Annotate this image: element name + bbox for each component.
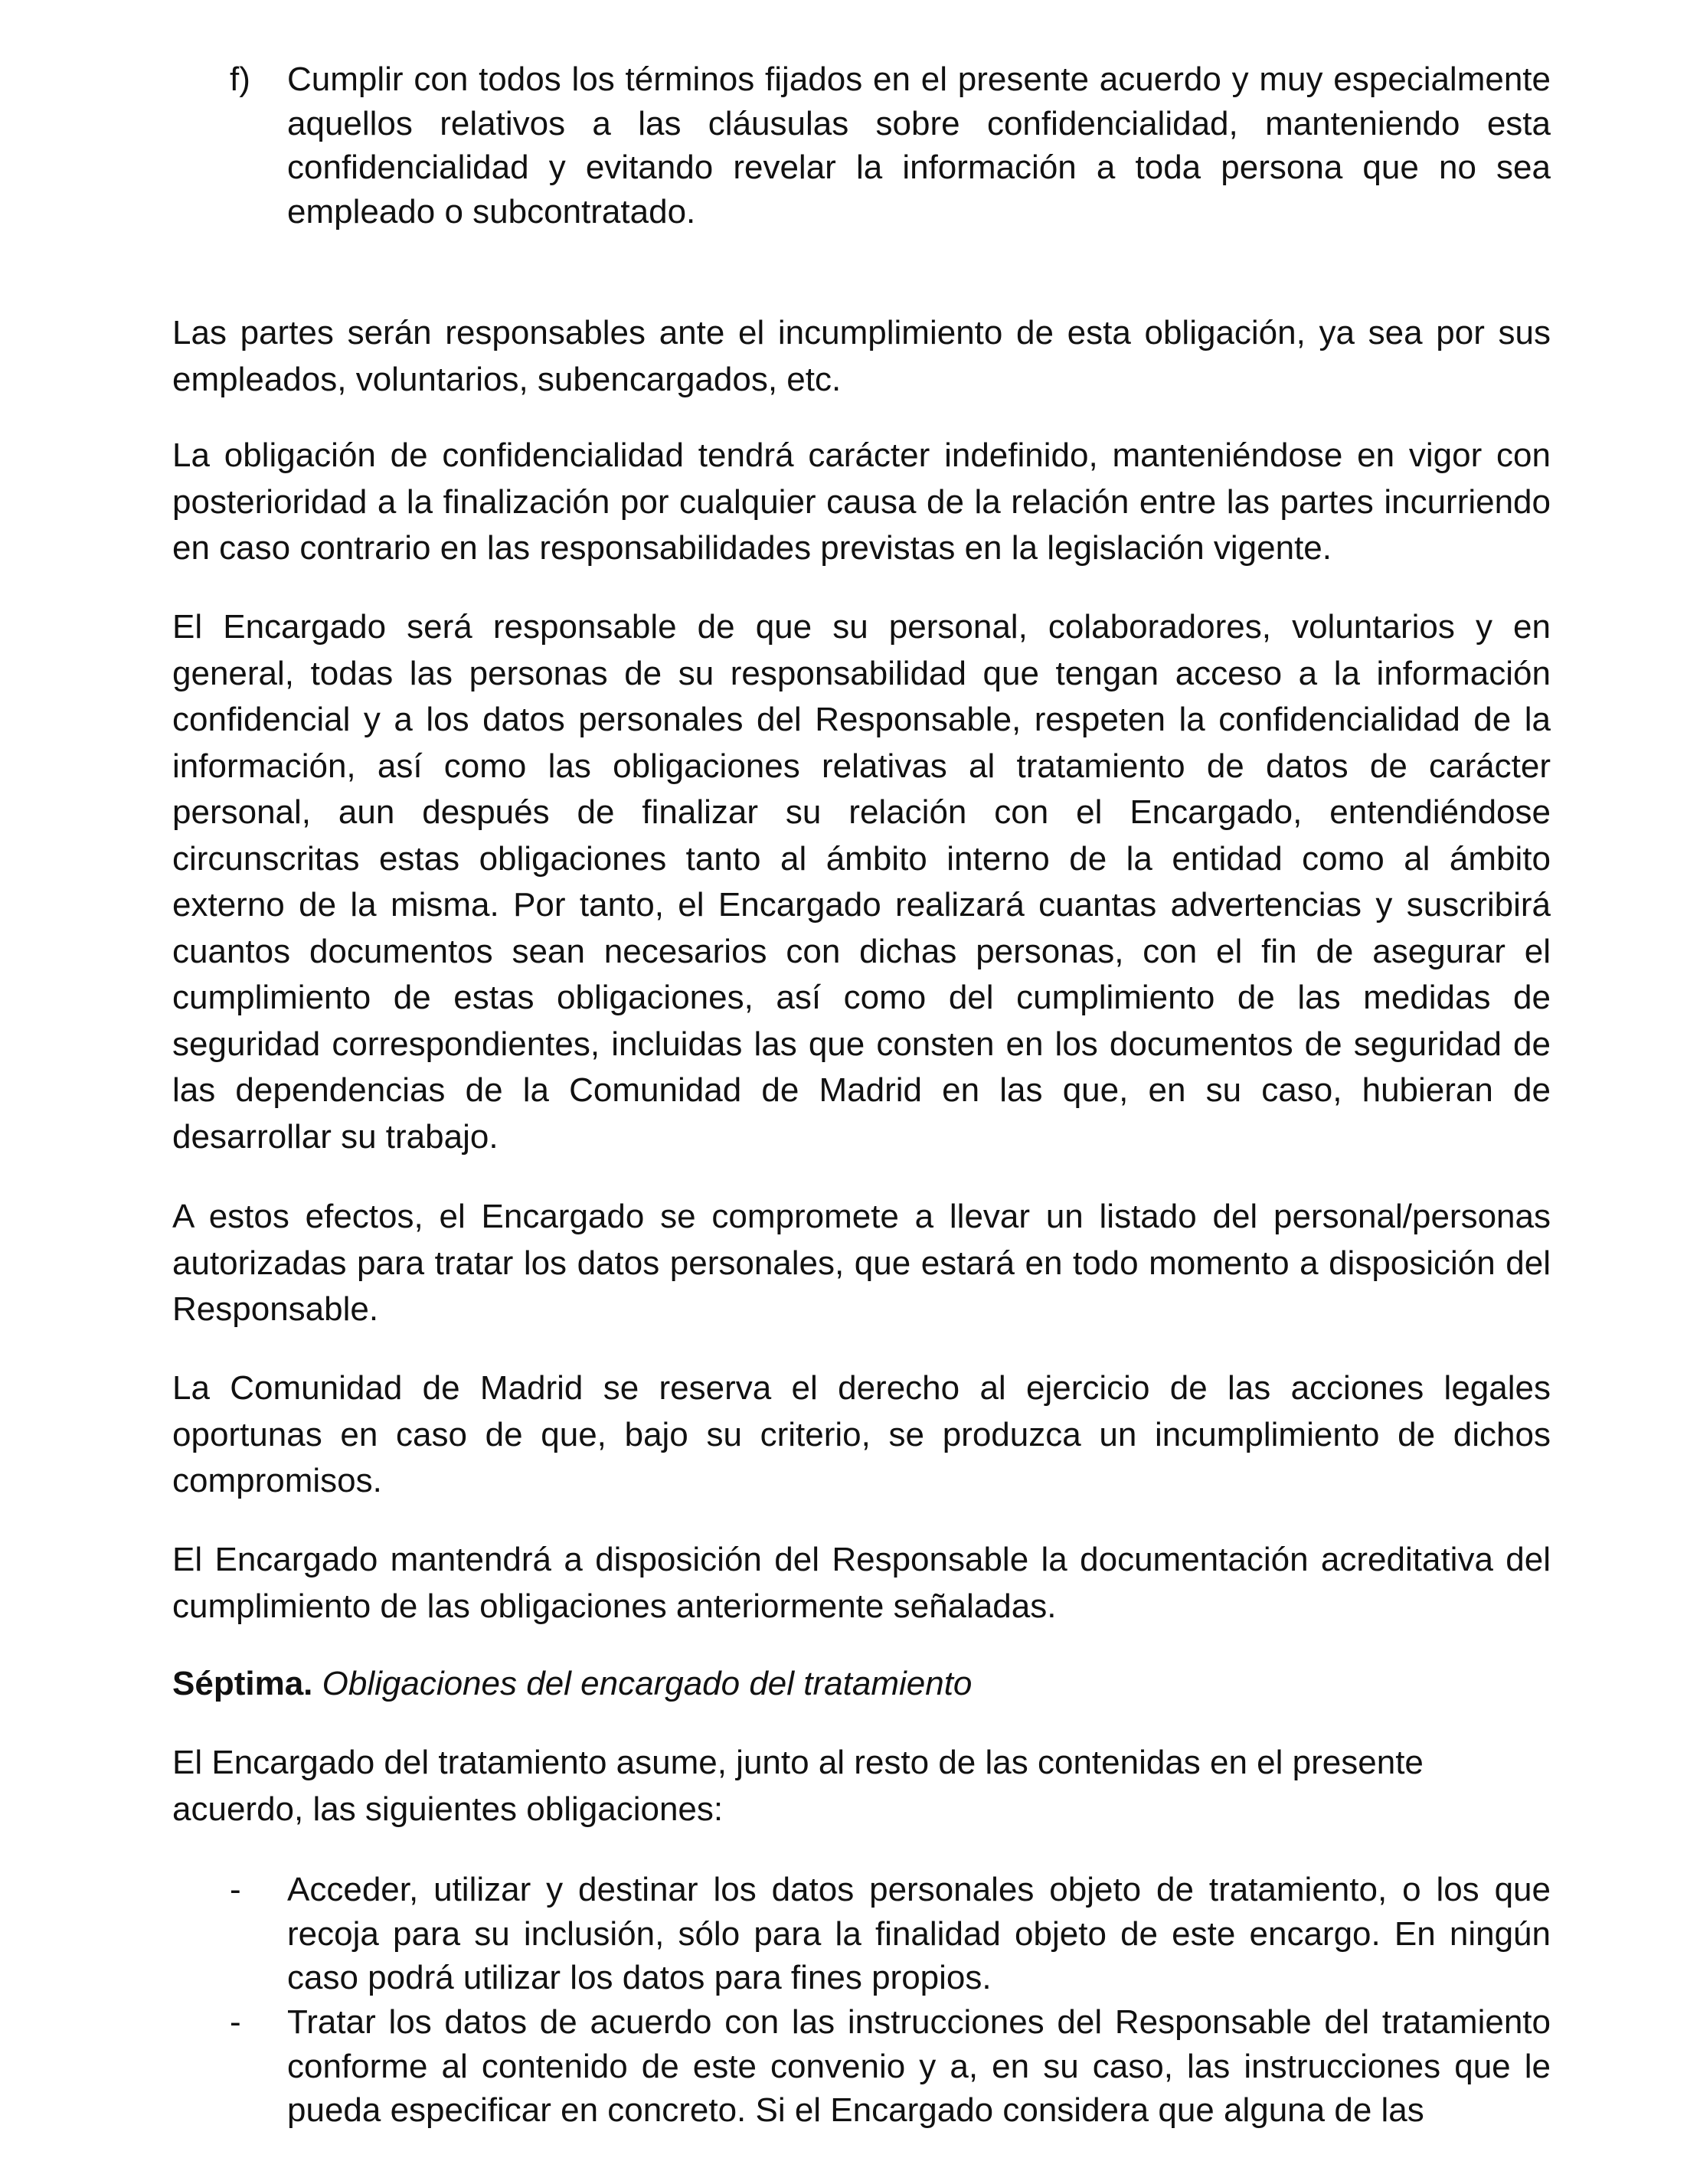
paragraph-documentation: El Encargado mantendrá a disposición del Responsable la documentación acreditativa del cumplimiento de las obligaciones anteriormente señaladas.	[172, 1541, 1551, 1625]
paragraph-responsibility: Las partes serán responsables ante el incumplimiento de esta obligación, ya sea por sus empleados, voluntarios, subencargados, etc.	[172, 314, 1551, 398]
dash-marker: -	[230, 1871, 241, 1908]
list-marker: f)	[230, 60, 250, 98]
obligation-item	[230, 2000, 1551, 2133]
paragraph-personnel-obligations: El Encargado será responsable de que su personal, colaboradores, voluntarios y en general, todas las personas de su responsabilidad que tengan acceso a la información confidencial y a los datos personales del Responsable, respeten la confidencialidad de la información, así como las obligaciones relativas al tratamiento de datos de carácter personal, aun después de finalizar su relación con el Encargado, entendiéndose circunscritas estas obligaciones tanto al ámbito interno de la entidad como al ámbito externo de la misma. Por tanto, el Encargado realizará cuantas advertencias y suscribirá cuantos documentos sean necesarios con dichas personas, con el fin de asegurar el cumplimiento de estas obligaciones, así como del cumplimiento de las medidas de seguridad correspondientes, incluidas las que consten en los documentos de seguridad de las dependencias de la Comunidad de Madrid en las que, en su caso, hubieran de desarrollar su trabajo.	[172, 608, 1551, 1156]
section-title: Obligaciones del encargado del tratamiento	[322, 1665, 973, 1702]
obligation-text: Acceder, utilizar y destinar los datos personales objeto de tratamiento, o los que recoja para su inclusión, sólo para la finalidad objeto de este encargo. En ningún caso podrá utilizar los datos para fines propios.	[287, 1871, 1551, 1996]
section-number: Séptima.	[172, 1665, 313, 1702]
list-item-text: Cumplir con todos los términos fijados en el presente acuerdo y muy especialmente aquellos relativos a las cláusulas sobre confidencialidad, manteniendo esta confidencialidad y evitando revelar la información a toda persona que no sea empleado o subcontratado.	[287, 60, 1551, 230]
paragraph-intro: El Encargado del tratamiento asume, junto al resto de las contenidas en el presente acuerdo, las siguientes obligaciones:	[172, 1744, 1424, 1828]
list-item-f	[230, 57, 1551, 234]
section-heading	[172, 1661, 1551, 1708]
obligation-item	[230, 1868, 1551, 2000]
dash-marker: -	[230, 2003, 241, 2041]
paragraph-personnel-list: A estos efectos, el Encargado se compromete a llevar un listado del personal/personas autorizadas para tratar los datos personales, que estará en todo momento a disposición del Responsable.	[172, 1198, 1551, 1328]
paragraph-indefinite-confidentiality: La obligación de confidencialidad tendrá carácter indefinido, manteniéndose en vigor con posterioridad a la finalización por cualquier causa de la relación entre las partes incurriendo en caso contrario en las responsabilidades previstas en la legislación vigente.	[172, 436, 1551, 567]
paragraph-legal-actions: La Comunidad de Madrid se reserva el derecho al ejercicio de las acciones legales oportunas en caso de que, bajo su criterio, se produzca un incumplimiento de dichos compromisos.	[172, 1369, 1551, 1499]
obligation-text: Tratar los datos de acuerdo con las instrucciones del Responsable del tratamiento conforme al contenido de este convenio y a, en su caso, las instrucciones que le pueda especificar en concreto. Si el Encargado considera que alguna de las	[287, 2003, 1551, 2129]
